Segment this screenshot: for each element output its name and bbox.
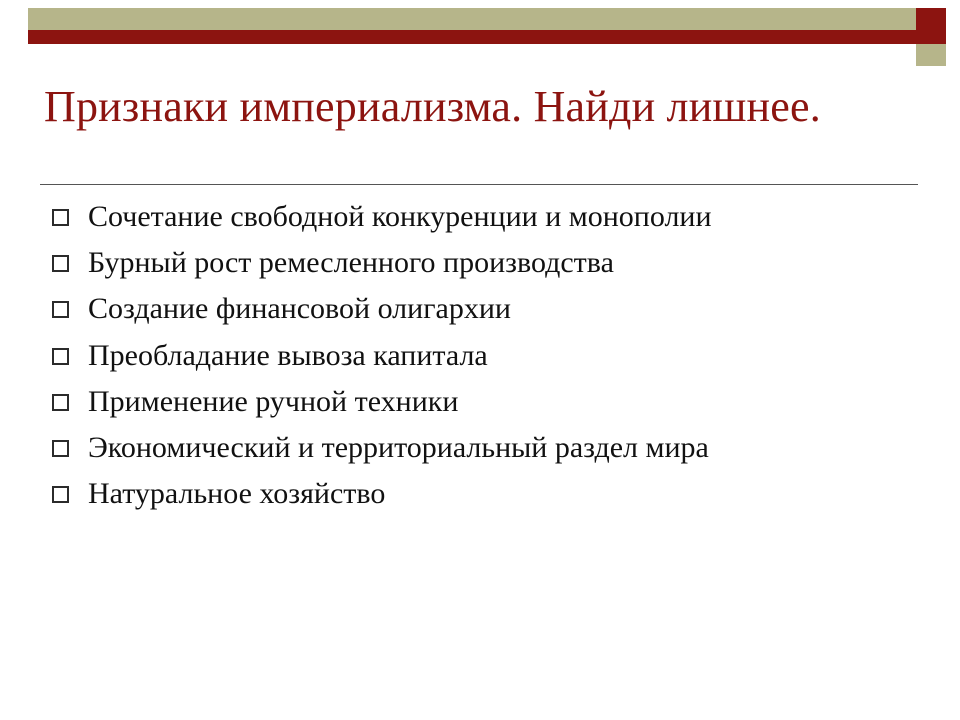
banner-tan-stripe — [28, 8, 916, 30]
banner-tan-square — [916, 44, 946, 66]
list-item — [52, 198, 932, 235]
list-item — [52, 290, 932, 327]
banner-dark-stripe — [28, 30, 916, 44]
title-divider — [40, 184, 918, 185]
list-item-label: Применение ручной техники — [88, 384, 459, 418]
list-item — [52, 429, 932, 466]
square-bullet-icon — [52, 209, 69, 226]
list-item — [52, 337, 932, 374]
decorative-top-banner — [0, 0, 960, 62]
list-item-label: Натуральное хозяйство — [88, 477, 386, 511]
list-item-label: Экономический и территориальный раздел мира — [88, 430, 709, 464]
list-item-label: Сочетание свободной конкуренции и монополии — [88, 200, 712, 233]
banner-dark-square — [916, 8, 946, 44]
list-item-label: Бурный рост ремесленного производства — [88, 246, 614, 280]
list-item — [52, 383, 932, 420]
square-bullet-icon — [52, 394, 69, 411]
list-item-label: Создание финансовой олигархии — [88, 292, 511, 326]
square-bullet-icon — [52, 255, 69, 272]
list-item-label: Преобладание вывоза капитала — [88, 338, 488, 372]
list-item — [52, 244, 932, 281]
bullet-list — [52, 198, 932, 521]
square-bullet-icon — [52, 348, 69, 365]
slide-title: Признаки империализма. Найди лишнее. — [44, 82, 821, 132]
square-bullet-icon — [52, 301, 69, 318]
square-bullet-icon — [52, 486, 69, 503]
list-item — [52, 475, 932, 512]
square-bullet-icon — [52, 440, 69, 457]
